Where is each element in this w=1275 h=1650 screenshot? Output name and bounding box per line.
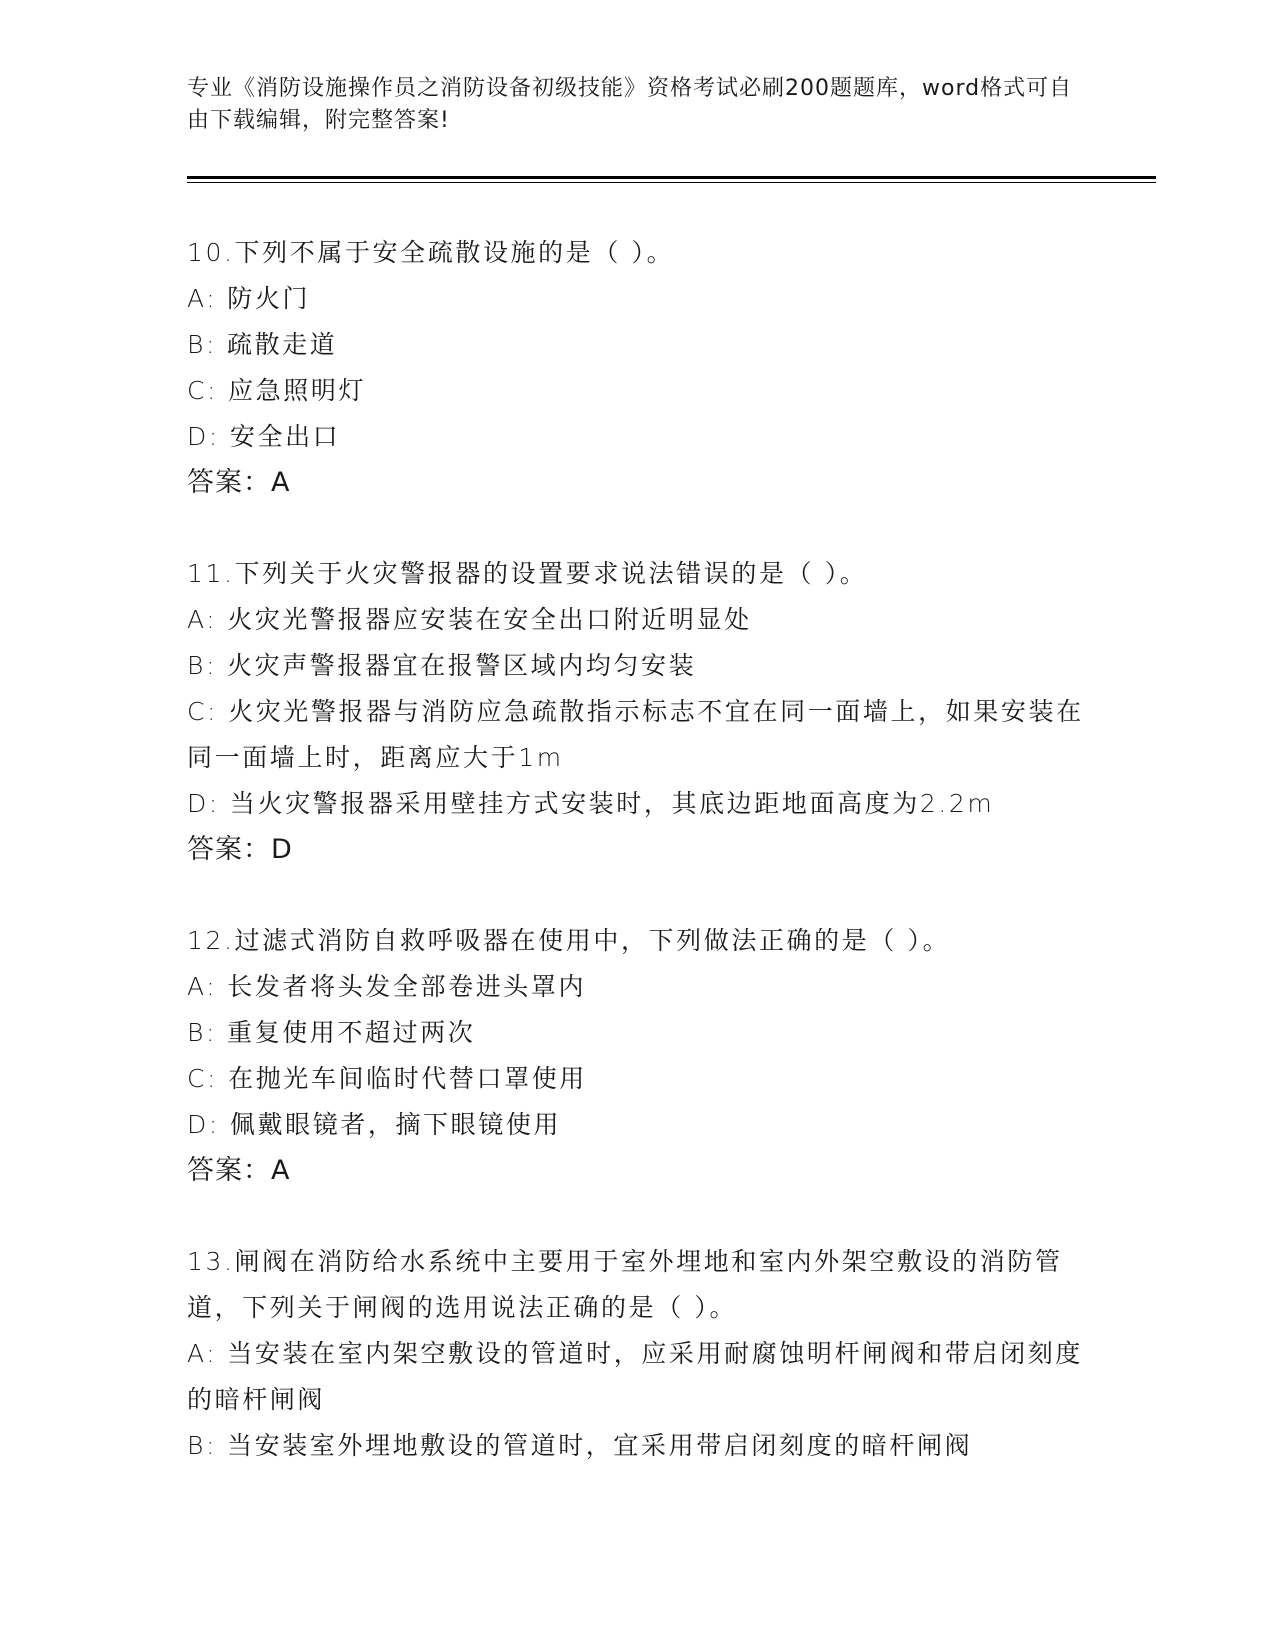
option-a: [187, 1331, 1087, 1423]
option-label: D:: [187, 422, 220, 451]
option-label: C:: [187, 1064, 219, 1093]
question-13: [187, 1239, 1087, 1469]
option-label: A:: [187, 972, 218, 1001]
answer-line: 答案：A: [187, 467, 291, 498]
option-text: 火灾光警报器应安装在安全出口附近明显处: [227, 605, 752, 634]
option-a: [187, 597, 1087, 643]
option-label: C:: [187, 376, 219, 405]
option-a: [187, 964, 1087, 1010]
header-divider-thin: [187, 182, 1156, 183]
question-stem: 12.过滤式消防自救呼吸器在使用中，下列做法正确的是（ ）。: [187, 926, 951, 955]
option-label: B:: [187, 651, 217, 680]
option-text: 安全出口: [229, 422, 341, 451]
option-text: 重复使用不超过两次: [227, 1018, 476, 1047]
option-c: [187, 1056, 1087, 1102]
option-b: [187, 643, 1087, 689]
question-stem: 13.闸阀在消防给水系统中主要用于室外埋地和室内外架空敷设的消防管道，下列关于闸阀的选用说法正确的是（ ）。: [187, 1247, 1063, 1322]
option-c: [187, 368, 1087, 414]
option-label: A:: [187, 1339, 218, 1368]
option-label: B:: [187, 330, 217, 359]
question-10: [187, 230, 1087, 506]
option-text: 在抛光车间临时代替口罩使用: [228, 1064, 587, 1093]
option-d: [187, 414, 1087, 460]
option-label: C:: [187, 697, 219, 726]
header-divider-thick: [187, 176, 1156, 179]
option-text: 火灾声警报器宜在报警区域内均匀安装: [227, 651, 697, 680]
option-text: 佩戴眼镜者，摘下眼镜使用: [229, 1110, 562, 1139]
option-text: 当火灾警报器采用壁挂方式安装时，其底边距地面高度为2.2m: [229, 789, 995, 818]
option-text: 当安装在室内架空敷设的管道时，应采用耐腐蚀明杆闸阀和带启闭刻度的暗杆闸阀: [187, 1339, 1083, 1414]
option-b: [187, 322, 1087, 368]
question-12: [187, 918, 1087, 1194]
option-text: 当安装室外埋地敷设的管道时，宜采用带启闭刻度的暗杆闸阀: [227, 1431, 973, 1460]
option-label: D:: [187, 789, 220, 818]
question-11: [187, 551, 1087, 873]
option-label: D:: [187, 1110, 220, 1139]
option-text: 长发者将头发全部卷进头罩内: [227, 972, 587, 1001]
option-d: [187, 781, 1087, 827]
document-header-intro: 专业《消防设施操作员之消防设备初级技能》资格考试必刷200题题库，word格式可自由下载编辑，附完整答案!: [187, 76, 1073, 133]
question-stem: 10.下列不属于安全疏散设施的是（ ）。: [187, 238, 675, 267]
option-a: [187, 276, 1087, 322]
option-label: A:: [187, 284, 218, 313]
answer-line: 答案：A: [187, 1155, 291, 1186]
option-text: 疏散走道: [227, 330, 338, 359]
option-text: 应急照明灯: [228, 376, 367, 405]
option-label: A:: [187, 605, 218, 634]
option-c: [187, 689, 1087, 781]
option-b: [187, 1423, 1087, 1469]
option-b: [187, 1010, 1087, 1056]
option-text: 火灾光警报器与消防应急疏散指示标志不宜在同一面墙上，如果安装在同一面墙上时，距离应大于1m: [187, 697, 1084, 772]
option-d: [187, 1102, 1087, 1148]
option-label: B:: [187, 1018, 217, 1047]
answer-line: 答案：D: [187, 834, 293, 865]
question-stem: 11.下列关于火灾警报器的设置要求说法错误的是（ ）。: [187, 559, 868, 588]
option-label: B:: [187, 1431, 217, 1460]
option-text: 防火门: [227, 284, 311, 313]
question-list: [187, 230, 1087, 1514]
